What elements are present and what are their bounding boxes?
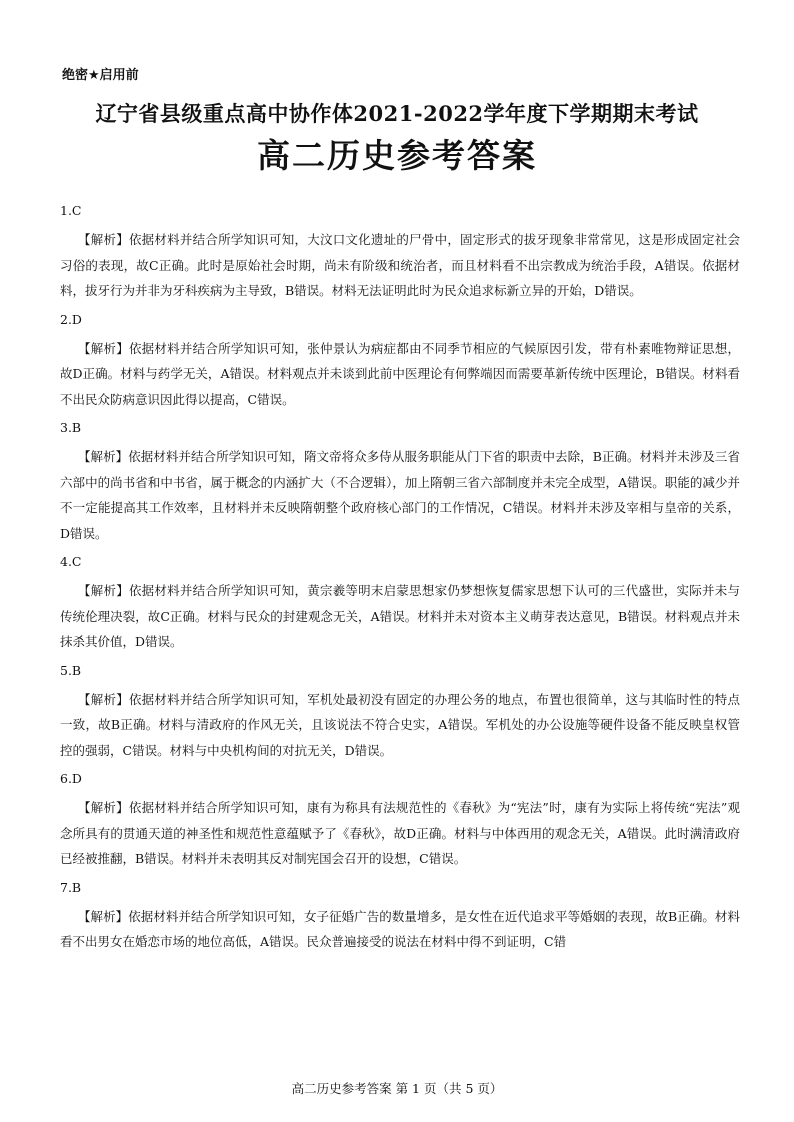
answer-item — [60, 663, 740, 764]
question-number: 3.B — [60, 420, 82, 435]
question-number: 2.D — [60, 311, 82, 327]
analysis-text: 【解析】依据材料并结合所学知识可知，黄宗羲等明末启蒙思想家仍梦想恢复儒家思想下认可的三代盛世，实际并未与传统伦理决裂，故C正确。材料与民众的封建观念无关，A错误。材料并未对资本主义萌芽表达意见，B错误。材料观点并未抹杀其价值，D错误。 — [60, 583, 740, 649]
analysis-text: 【解析】依据材料并结合所学知识可知，女子征婚广告的数量增多，是女性在近代追求平等婚姻的表现，故B正确。材料看不出男女在婚恋市场的地位高低，A错误。民众普遍接受的说法在材料中得不到证明，C错 — [60, 908, 740, 949]
question-number: 1.C — [60, 203, 82, 218]
question-number: 5.B — [60, 662, 82, 678]
secret-mark: 绝密★启用前 — [62, 68, 139, 83]
analysis-text: 【解析】依据材料并结合所学知识可知，军机处最初没有固定的办理公务的地点，布置也很简单，这与其临时性的特点一致，故B正确。材料与清政府的作风无关，且该说法不符合史实，A错误。军机处的办公设施等硬件设备不能反映皇权管控的强弱，C错误。材料与中央机构间的对抗无关，D错误。 — [60, 691, 740, 758]
analysis-text: 【解析】依据材料并结合所学知识可知，大汶口文化遗址的尸骨中，固定形式的拔牙现象非常常见，这是形成固定社会习俗的表现，故C正确。此时是原始社会时期，尚未有阶级和统治者，而且材料看不出宗教成为统治手段，A错误。依据材料，拔牙行为并非为牙科疾病为主导致，B错误。材料无法证明此时为民众追求标新立异的开始，D错误。 — [60, 232, 740, 298]
document-title: 高二历史参考答案 — [257, 136, 537, 175]
question-number: 6.D — [60, 771, 82, 786]
analysis-text: 【解析】依据材料并结合所学知识可知，隋文帝将众多侍从服务职能从门下省的职责中去除，B正确。材料并未涉及三省六部中的尚书省和中书省，属于概念的内涵扩大（不合逻辑），加上隋朝三省六部制度并未完全成型，A错误。职能的减少并不一定能提高其工作效率，且材料并未反映隋朝整个政府核心部门的工作情况，C错误。材料并未涉及宰相与皇帝的关系，D错误。 — [60, 449, 740, 541]
answer-item — [60, 312, 740, 413]
question-number: 7.B — [60, 879, 82, 895]
page-footer: 高二历史参考答案 第 1 页（共 5 页） — [291, 1081, 503, 1096]
analysis-text: 【解析】依据材料并结合所学知识可知，康有为称具有法规范性的《春秋》为“宪法”时，康有为实际上将传统“宪法”观念所具有的贯通天道的神圣性和规范性意蕴赋予了《春秋》，故D正确。材料与中体西用的观念无关，A错误。此时满清政府已经被推翻，B错误。材料并未表明其反对制宪国会召开的设想，C错误。 — [60, 800, 740, 866]
exam-title: 辽宁省县级重点高中协作体2021-2022学年度下学期期末考试 — [95, 101, 699, 126]
answer-item — [60, 554, 740, 655]
answer-item — [60, 203, 740, 304]
answer-item — [60, 420, 740, 546]
analysis-text: 【解析】依据材料并结合所学知识可知，张仲景认为病症都由不同季节相应的气候原因引发，带有朴素唯物辩证思想，故D正确。材料与药学无关，A错误。材料观点并未谈到此前中医理论有何弊端因而需要革新传统中医理论，B错误。材料看不出民众防病意识因此得以提高，C错误。 — [60, 340, 740, 407]
answer-item — [60, 771, 740, 872]
answer-item — [60, 880, 740, 955]
question-number: 4.C — [60, 554, 82, 569]
answers-list — [60, 203, 740, 963]
